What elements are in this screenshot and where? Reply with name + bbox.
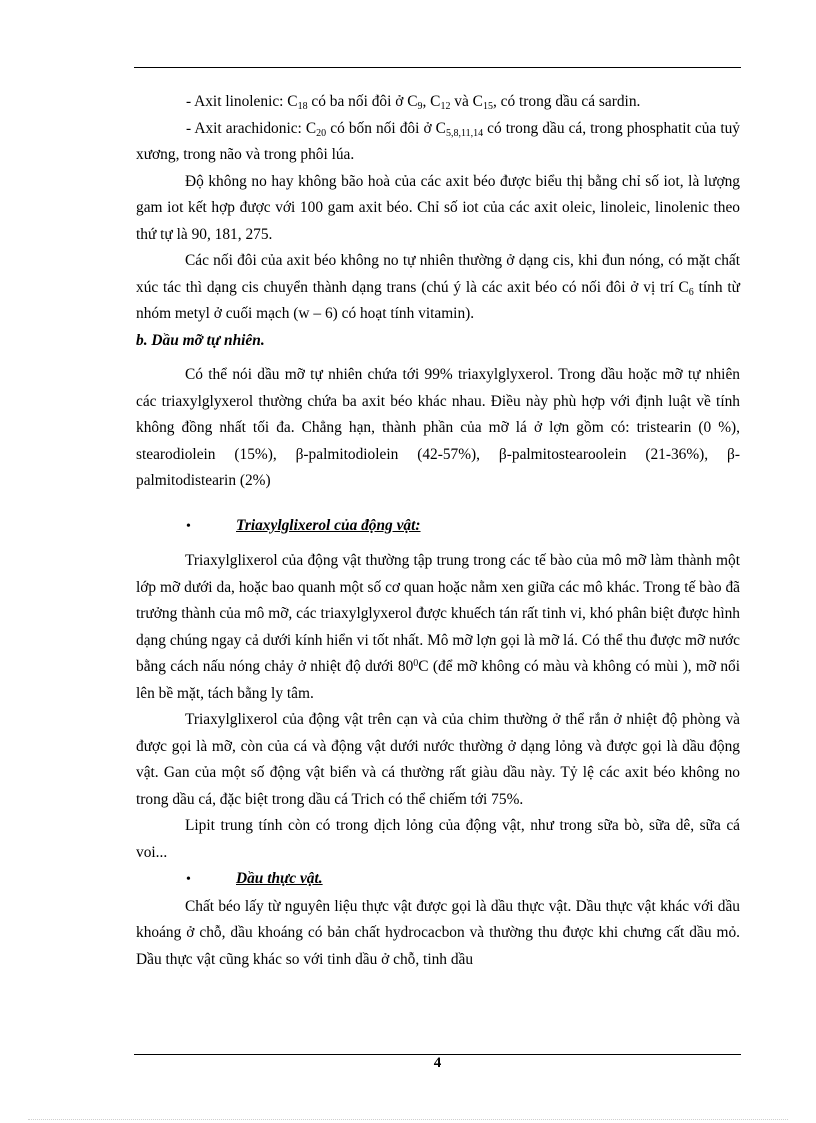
page-edge [28, 1119, 788, 1120]
bullet-heading-animal: • Triaxylglixerol của động vật: [136, 513, 740, 541]
paragraph-iodine-value: Độ không no hay không bão hoà của các axit béo được biểu thị bằng chỉ số iot, là lượng gam iot kết hợp được với 100 gam axit béo. Chỉ số iot của các axit oleic, linoleic, linolenic theo thứ tự là 90, 181, 275. [136, 172, 740, 243]
bullet-icon: • [186, 872, 191, 887]
paragraph-animal-fats: Triaxylglixerol của động vật trên cạn và của chim thường ở thể rắn ở nhiệt độ phòng và được gọi là mỡ, còn của cá và động vật dưới nước thường ở dạng lỏng và được gọi là dầu động vật. Gan của một số động vật biển và cá thường rất giàu dầu này. Tỷ lệ các axit béo không no trong dầu cá, đặc biệt trong dầu cá Trich có thể chiếm tới 75%. [136, 711, 740, 808]
section-heading: b. Dầu mỡ tự nhiên. [136, 331, 265, 349]
bullet-icon: • [186, 518, 191, 534]
list-item-linolenic: - Axit linolenic: $C_{18}$ có ba nối đôi ở $C_9$, $C_{12}$ và $C_{15}$, có trong dầu cá sardin. [186, 93, 641, 112]
paragraph-cis-trans: Các nối đôi của axit béo không no tự nhiên thường ở dạng cis, khi đun nóng, có mặt chất xúc tác thì dạng cis chuyển thành dạng trans (chú ý là các axit béo có nối đôi ở vị trí $C_6$ tính từ nhóm metyl ở cuối mạch (w – 6) có hoạt tính vitamin). [136, 252, 740, 322]
paragraph-milk-lipids: Lipit trung tính còn có trong dịch lỏng của động vật, như trong sữa bò, sữa dê, sữa cá voi... [136, 817, 740, 861]
header-rule [134, 67, 741, 68]
page-body [136, 89, 740, 973]
paragraph-natural-fats: Có thể nói dầu mỡ tự nhiên chứa tới 99% triaxylglyxerol. Trong dầu hoặc mỡ tự nhiên các triaxylglyxerol thường chứa ba axit béo khác nhau. Điều này phù hợp với định luật về tính không đồng nhất tối đa. Chẳng hạn, thành phần của mỡ lá ở lợn gồm có: tristearin (0 %), stearodiolein (15%), β-palmitodiolein (42-57%), β-palmitostearoolein (21-36%), β-palmitodistearin (2%) [136, 366, 740, 489]
page-number: 4 [433, 1055, 442, 1071]
paragraph-animal-tissue: Triaxylglixerol của động vật thường tập trung trong các tế bào của mô mỡ làm thành một lớp mỡ dưới da, hoặc bao quanh một số cơ quan hoặc nằm xen giữa các mô khác. Trong tế bào đã trưởng thành của mô mỡ, các triaxylglyxerol được khuếch tán rất tinh vi, khó phân biệt được hình dạng chúng ngay cả dưới kính hiển vi tốt nhất. Mô mỡ lợn gọi là mỡ lá. Có thể thu được mỡ nước bằng cách nấu nóng chảy ở nhiệt độ dưới $80^0C$ (để mỡ không có màu và không có mùi ), mỡ nổi lên bề mặt, tách bằng ly tâm. [136, 552, 741, 702]
bullet-heading-plant: • Dầu thực vật. [136, 866, 740, 894]
paragraph-plant-oils: Chất béo lấy từ nguyên liệu thực vật được gọi là dầu thực vật. Dầu thực vật khác với dầu khoáng ở chỗ, dầu khoáng có bản chất hydrocacbon và thường thu được khi chưng cất dầu mỏ. Dầu thực vật cũng khác so với tinh dầu ở chỗ, tinh dầu [136, 897, 740, 968]
list-item-arachidonic: - Axit arachidonic: $C_{20}$ có bốn nối đôi ở $C_{5,8,11,14}$ có trong dầu cá, trong phosphatit của tuỷ xương, trong não và trong phôi lúa. [136, 119, 740, 163]
